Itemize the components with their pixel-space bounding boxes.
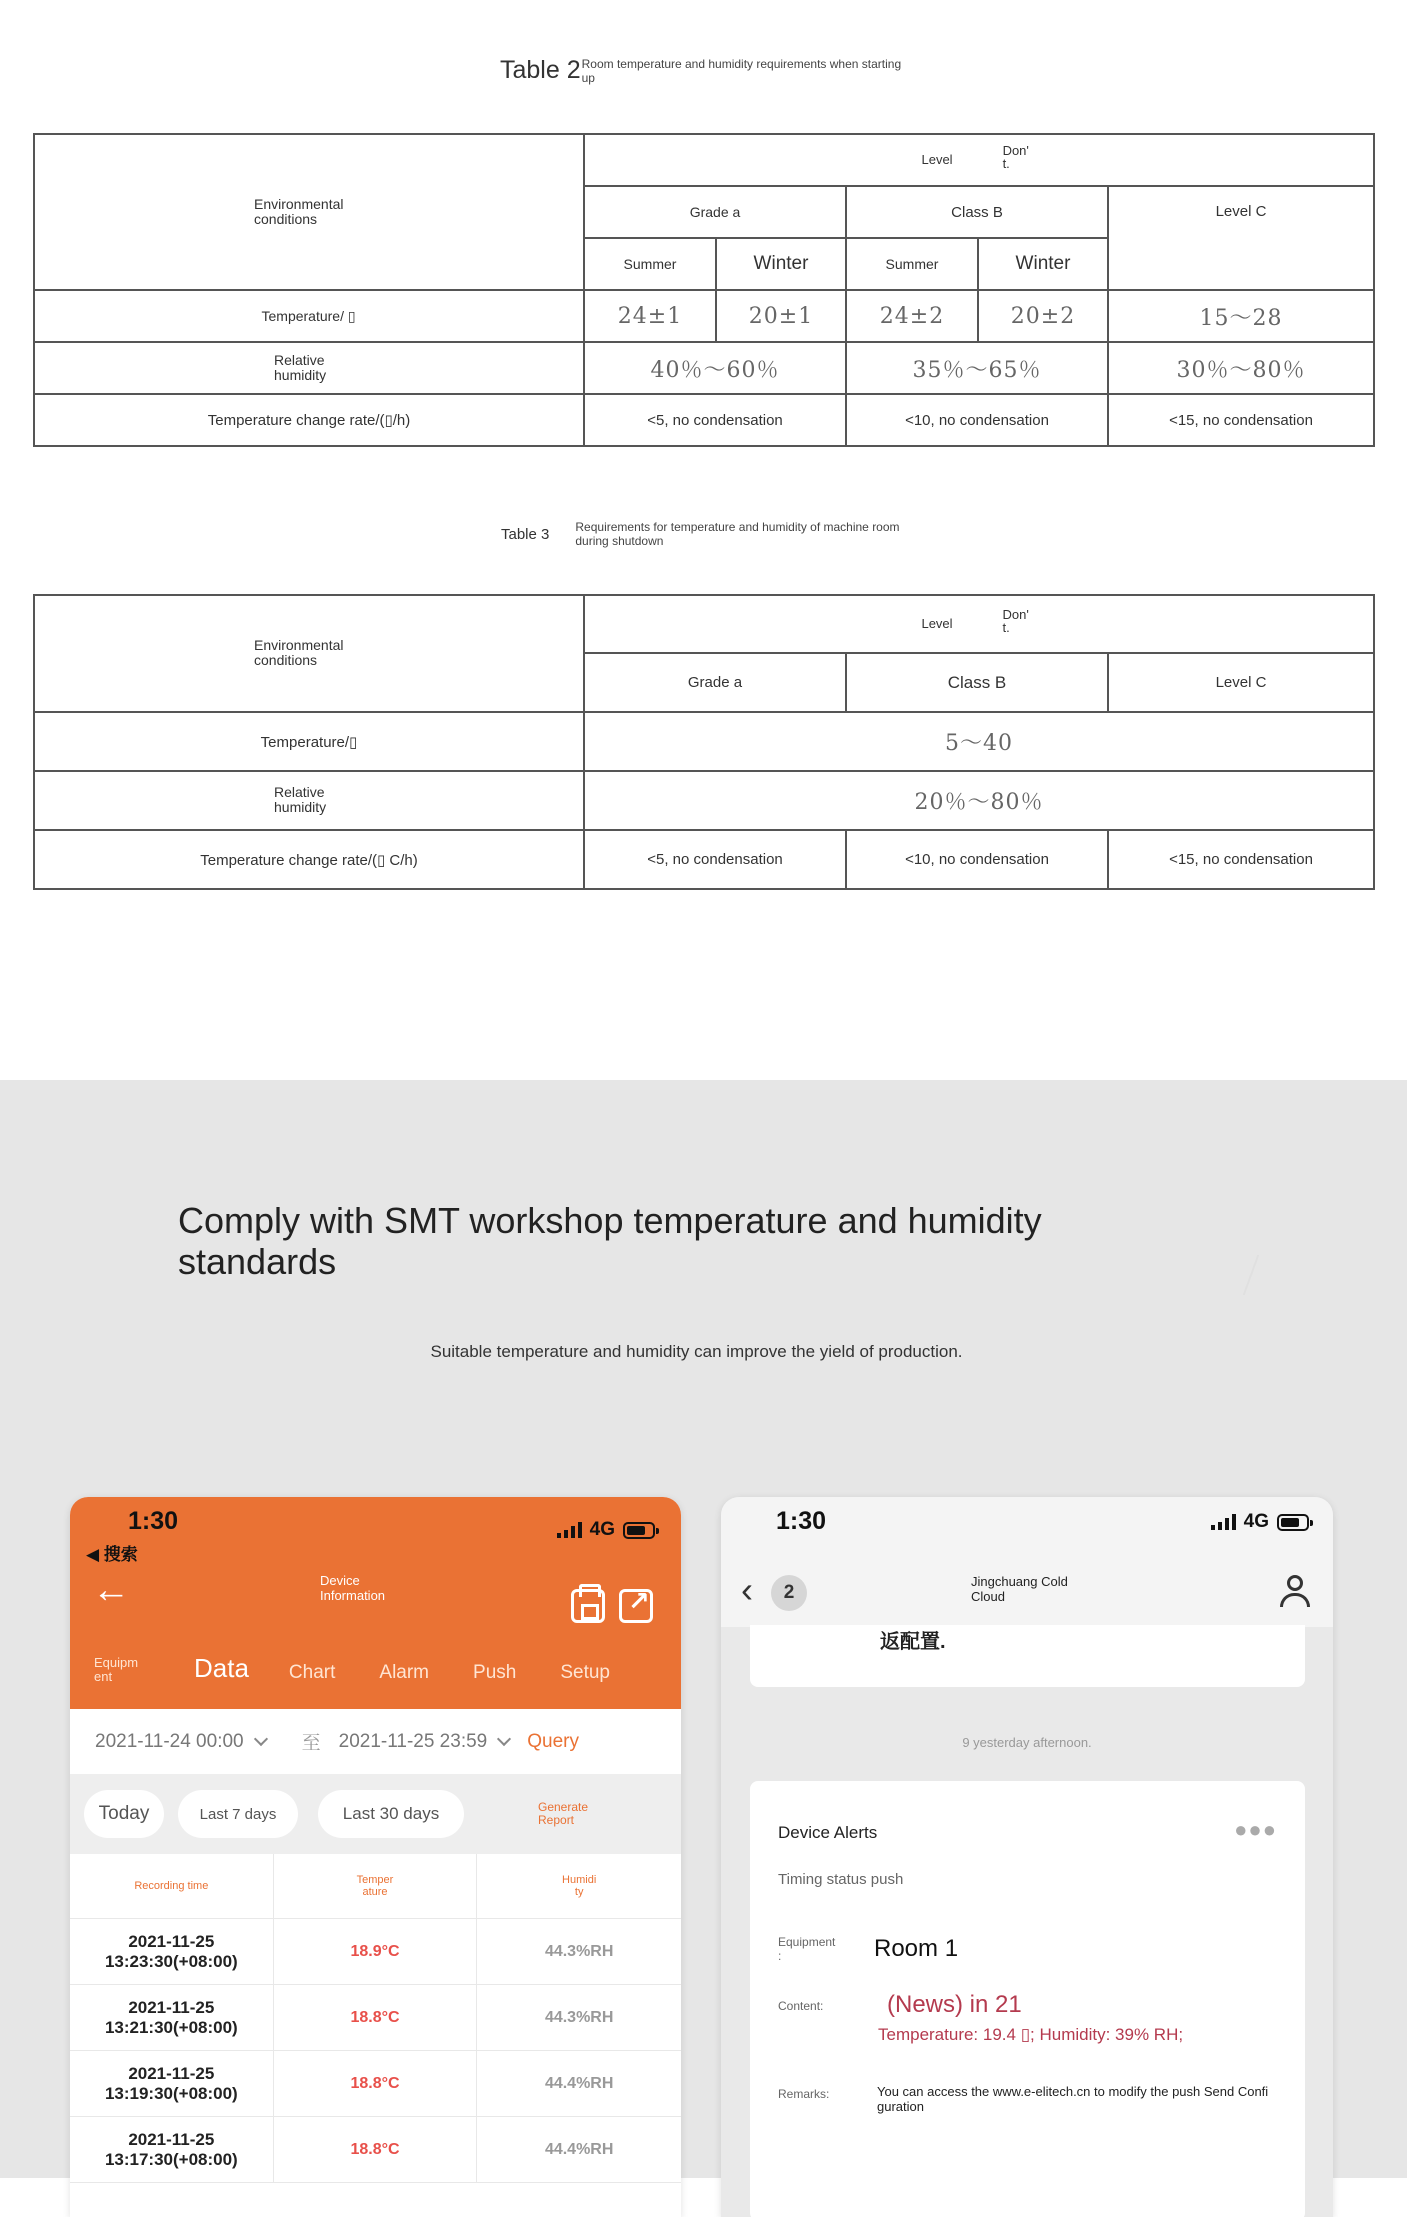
- table-header: [70, 1854, 681, 1919]
- quick-range-bar: [70, 1774, 681, 1854]
- query-button[interactable]: Query: [527, 1730, 579, 1752]
- summer-header-a: Summer: [584, 238, 716, 290]
- temperature-label: Temperature/▯: [34, 712, 584, 771]
- row-temperature: 18.8°C: [274, 2051, 478, 2116]
- tab-setup[interactable]: Setup: [560, 1662, 610, 1683]
- table-row[interactable]: [70, 1919, 681, 1985]
- row-time: 2021-11-25 13:23:30(+08:00): [70, 1919, 274, 1984]
- today-button[interactable]: Today: [84, 1790, 164, 1838]
- table2-caption-text: Room temperature and humidity requirements when starting up: [581, 57, 902, 85]
- temperature-label: Temperature/ ▯: [34, 290, 584, 342]
- back-chevron-icon[interactable]: ‹: [741, 1569, 753, 1610]
- unread-badge[interactable]: 2: [771, 1575, 807, 1611]
- user-icon[interactable]: [1279, 1575, 1311, 1609]
- rate-a: <5, no condensation: [584, 394, 846, 446]
- battery-icon: [1277, 1514, 1309, 1531]
- table2: [33, 133, 1375, 447]
- network-label: 4G: [1243, 1511, 1269, 1532]
- back-arrow-icon[interactable]: ←: [92, 1569, 130, 1611]
- header-actions: [571, 1589, 653, 1623]
- level-c-header: Level C: [1108, 653, 1374, 712]
- app-header: [721, 1497, 1333, 1627]
- more-icon[interactable]: ●●●: [1234, 1817, 1277, 1842]
- row-time: 2021-11-25 13:17:30(+08:00): [70, 2117, 274, 2182]
- tab-alarm[interactable]: Alarm: [379, 1662, 430, 1683]
- temp-c: 15～28: [1108, 290, 1374, 342]
- status-bar: [1211, 1511, 1309, 1533]
- grade-a-header: Grade a: [584, 186, 846, 238]
- range-separator: 至: [301, 1733, 321, 1754]
- row-temperature: 18.9°C: [274, 1919, 478, 1984]
- temp-a-winter: 20±1: [716, 290, 846, 342]
- level-header: Level Don' t.: [584, 134, 1374, 186]
- winter-header-b: Winter: [978, 238, 1108, 290]
- phone-device-data: [70, 1497, 681, 2217]
- row-humidity: 44.4%RH: [544, 2140, 614, 2158]
- grade-a-header: Grade a: [584, 653, 846, 712]
- temp-value: 5～40: [584, 712, 1374, 771]
- row-time: 2021-11-25 13:21:30(+08:00): [70, 1985, 274, 2050]
- data-table: [70, 1854, 681, 2183]
- rate-b: <10, no condensation: [846, 394, 1108, 446]
- date-range-bar: [70, 1709, 681, 1774]
- hum-c: 30％～80％: [1108, 342, 1374, 394]
- rate-label: Temperature change rate/(▯ C/h): [34, 830, 584, 889]
- phone-device-alerts: [721, 1497, 1333, 2217]
- tab-bar: [70, 1653, 681, 1684]
- hum-b: 35％～65％: [846, 342, 1108, 394]
- content-line1: (News) in 21: [887, 1991, 1022, 2018]
- rate-c: <15, no condensation: [1108, 394, 1374, 446]
- tab-data[interactable]: Data: [194, 1653, 249, 1683]
- signal-icon: [1211, 1514, 1236, 1530]
- spec-section: [0, 0, 1407, 1080]
- tab-equipment[interactable]: Equipm ent: [94, 1655, 139, 1684]
- back-to-app-link[interactable]: ◀ 搜索: [86, 1545, 138, 1564]
- card-subtitle: Timing status push: [778, 1871, 904, 1888]
- last-30-days-button[interactable]: Last 30 days: [318, 1790, 464, 1838]
- level-c-header: Level C: [1108, 186, 1374, 290]
- alert-card[interactable]: [750, 1781, 1305, 2217]
- generate-report-button[interactable]: Generate Report: [538, 1800, 589, 1827]
- rate-b: <10, no condensation: [846, 830, 1108, 889]
- previous-message-card: [750, 1625, 1305, 1687]
- table-row[interactable]: [70, 2051, 681, 2117]
- signal-icon: [557, 1522, 582, 1538]
- table3-number: Table 3: [501, 525, 550, 543]
- print-icon[interactable]: [571, 1589, 605, 1623]
- hum-a: 40％～60％: [584, 342, 846, 394]
- table3-caption: [501, 520, 915, 548]
- previous-message-text: 返配置.: [880, 1631, 946, 1653]
- env-conditions-header: Environmental conditions: [34, 134, 584, 290]
- temp-b-summer: 24±2: [846, 290, 978, 342]
- battery-icon: [623, 1522, 655, 1539]
- chevron-down-icon[interactable]: [254, 1731, 268, 1745]
- table-row[interactable]: [70, 2117, 681, 2183]
- class-b-header: Class B: [846, 186, 1108, 238]
- share-icon[interactable]: [619, 1589, 653, 1623]
- table2-caption: [500, 56, 912, 85]
- app-header: [70, 1497, 681, 1709]
- remarks-value: You can access the www.e-elitech.cn to modify the push Send Confi guration: [877, 2084, 1269, 2114]
- tab-chart[interactable]: Chart: [288, 1662, 336, 1683]
- date-to-select[interactable]: 2021-11-25 23:59: [338, 1730, 488, 1752]
- class-b-header: Class B: [846, 653, 1108, 712]
- temp-b-winter: 20±2: [978, 290, 1108, 342]
- promo-subtitle: Suitable temperature and humidity can improve the yield of production.: [430, 1342, 963, 1361]
- message-timestamp: 9 yesterday afternoon.: [962, 1735, 1092, 1750]
- chevron-down-icon[interactable]: [497, 1731, 511, 1745]
- rate-label: Temperature change rate/(▯/h): [34, 394, 584, 446]
- date-from-select[interactable]: 2021-11-24 00:00: [95, 1730, 244, 1752]
- col-humidity: Humidi ty: [562, 1874, 597, 1898]
- col-temperature: Temper ature: [274, 1854, 478, 1918]
- table2-number: Table 2: [500, 56, 581, 84]
- network-label: 4G: [589, 1519, 615, 1540]
- table3: [33, 594, 1375, 890]
- row-humidity: 44.3%RH: [544, 1942, 614, 1960]
- status-bar: [557, 1519, 655, 1541]
- content-line2: Temperature: 19.4 ▯; Humidity: 39% RH;: [878, 2025, 1184, 2044]
- promo-headline: Comply with SMT workshop temperature and humidity standards: [178, 1200, 1042, 1282]
- tab-push[interactable]: Push: [473, 1662, 517, 1683]
- table3-caption-text: Requirements for temperature and humidity of machine room during shutdown: [575, 520, 900, 548]
- card-title: Device Alerts: [778, 1823, 878, 1842]
- page-title: Jingchuang Cold Cloud: [971, 1574, 1068, 1604]
- winter-header-a: Winter: [716, 238, 846, 290]
- env-conditions-header: Environmental conditions: [34, 595, 584, 712]
- last-7-days-button[interactable]: Last 7 days: [178, 1790, 298, 1838]
- page-title: Device Information: [320, 1573, 386, 1603]
- equipment-value: Room 1: [874, 1935, 959, 1962]
- humidity-label: Relative humidity: [34, 342, 584, 394]
- table-row[interactable]: [70, 1985, 681, 2051]
- row-humidity: 44.3%RH: [544, 2008, 614, 2026]
- row-temperature: 18.8°C: [274, 1985, 478, 2050]
- row-temperature: 18.8°C: [274, 2117, 478, 2182]
- status-time: 1:30: [776, 1507, 827, 1535]
- col-recording-time: Recording time: [70, 1854, 274, 1918]
- humidity-label: Relative humidity: [34, 771, 584, 830]
- row-humidity: 44.4%RH: [544, 2074, 614, 2092]
- row-time: 2021-11-25 13:19:30(+08:00): [70, 2051, 274, 2116]
- status-time: 1:30: [128, 1507, 179, 1535]
- equipment-label: Equipment :: [778, 1935, 836, 1963]
- level-header: Level Don' t.: [584, 595, 1374, 653]
- temp-a-summer: 24±1: [584, 290, 716, 342]
- summer-header-b: Summer: [846, 238, 978, 290]
- rate-c: <15, no condensation: [1108, 830, 1374, 889]
- remarks-label: Remarks:: [778, 2087, 830, 2101]
- rate-a: <5, no condensation: [584, 830, 846, 889]
- hum-value: 20％～80％: [584, 771, 1374, 830]
- content-label: Content:: [778, 1999, 824, 2013]
